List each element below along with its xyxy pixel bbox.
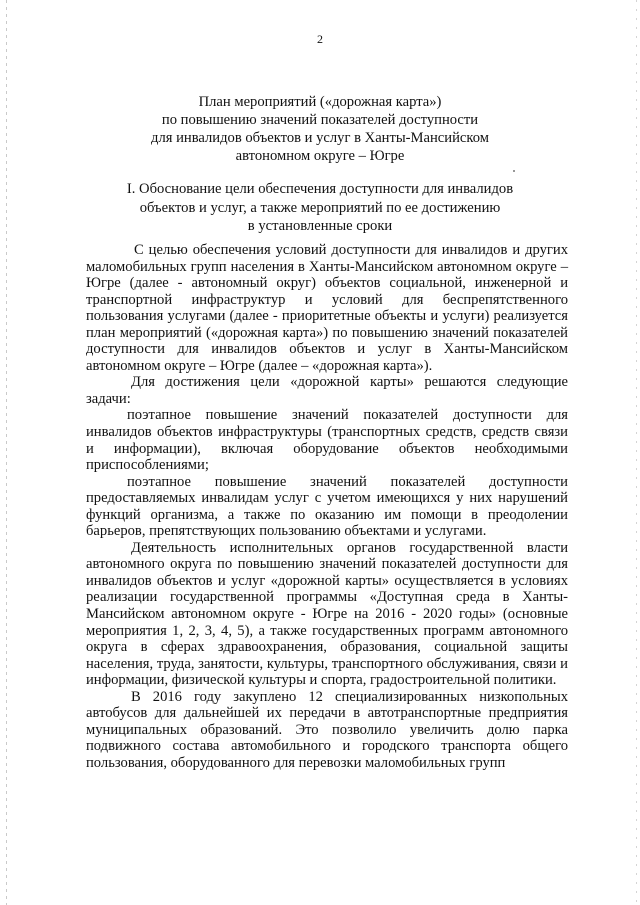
section-heading xyxy=(80,180,560,236)
scan-edge-right xyxy=(636,0,637,905)
document-title xyxy=(80,93,560,165)
title-line: по повышению значений показателей доступности xyxy=(161,112,479,128)
title-line: автономном округе – Югре xyxy=(235,148,405,164)
section-heading-line: в установленные сроки xyxy=(247,218,393,234)
title-line: для инвалидов объектов и услуг в Ханты-Мансийском xyxy=(151,130,489,146)
scan-edge-left xyxy=(6,0,7,905)
paragraph-buses-2016: В 2016 году закуплено 12 специализированных низкопольных автобусов для дальнейшей их передачи в автотранспортные предприятия муниципальных образований. Это позволило увеличить долю парка подвижного состава автомобильного и городского транспорта общего пользования, оборудованного для перевозки маломобильных групп xyxy=(86,688,568,771)
section-heading-line: объектов и услуг, а также мероприятий по ее достижению xyxy=(139,199,501,216)
paragraph-tasks-intro: Для достижения цели «дорожной карты» решаются следующие задачи: xyxy=(86,374,568,407)
page-number: 2 xyxy=(317,32,323,46)
title-line: План мероприятий («дорожная карта») xyxy=(198,94,442,110)
body-text xyxy=(86,242,568,772)
scan-speck xyxy=(513,170,515,172)
section-heading-line: I. Обоснование цели обеспечения доступности для инвалидов xyxy=(126,181,514,197)
paragraph-task-2: поэтапное повышение значений показателей доступности предоставляемых инвалидам услуг с учетом имеющихся у них нарушений функций организма, а также по оказанию им помощи в преодолении барьеров, препятствующих пользованию объектами и услугами. xyxy=(86,473,568,540)
paragraph-activity: Деятельность исполнительных органов государственной власти автономного округа по повышению значений показателей доступности для инвалидов объектов и услуг «дорожной карты» осуществляется в условиях реализации государственной программы «Доступная среда в Ханты-Мансийском автономном округе - Югре на 2016 - 2020 годы» (основные мероприятия 1, 2, 3, 4, 5), а также государственных программ автономного округа в сферах здравоохранения, образования, социальной защиты населения, труда, занятости, культуры, транспортного обслуживания, связи и информации, физической культуры и спорта, градостроительной политики. xyxy=(86,539,568,689)
paragraph-task-1: поэтапное повышение значений показателей доступности для инвалидов объектов инфраструктуры (транспортных средств, средств связи и информации), включая оборудование объектов необходимыми приспособлениями; xyxy=(86,407,568,474)
paragraph-purpose: С целью обеспечения условий доступности для инвалидов и других маломобильных групп населения в Ханты-Мансийском автономном округе – Югре (далее - автономный округ) объектов социальной, инженерной и транспортной инфраструктур и условий для беспрепятственного пользования услугами (далее - приоритетные объекты и услуги) реализуется план мероприятий («дорожная карта») по повышению значений показателей доступности для инвалидов объектов и услуг в Ханты-Мансийском автономном округе – Югре (далее – «дорожная карта»). xyxy=(86,242,568,374)
